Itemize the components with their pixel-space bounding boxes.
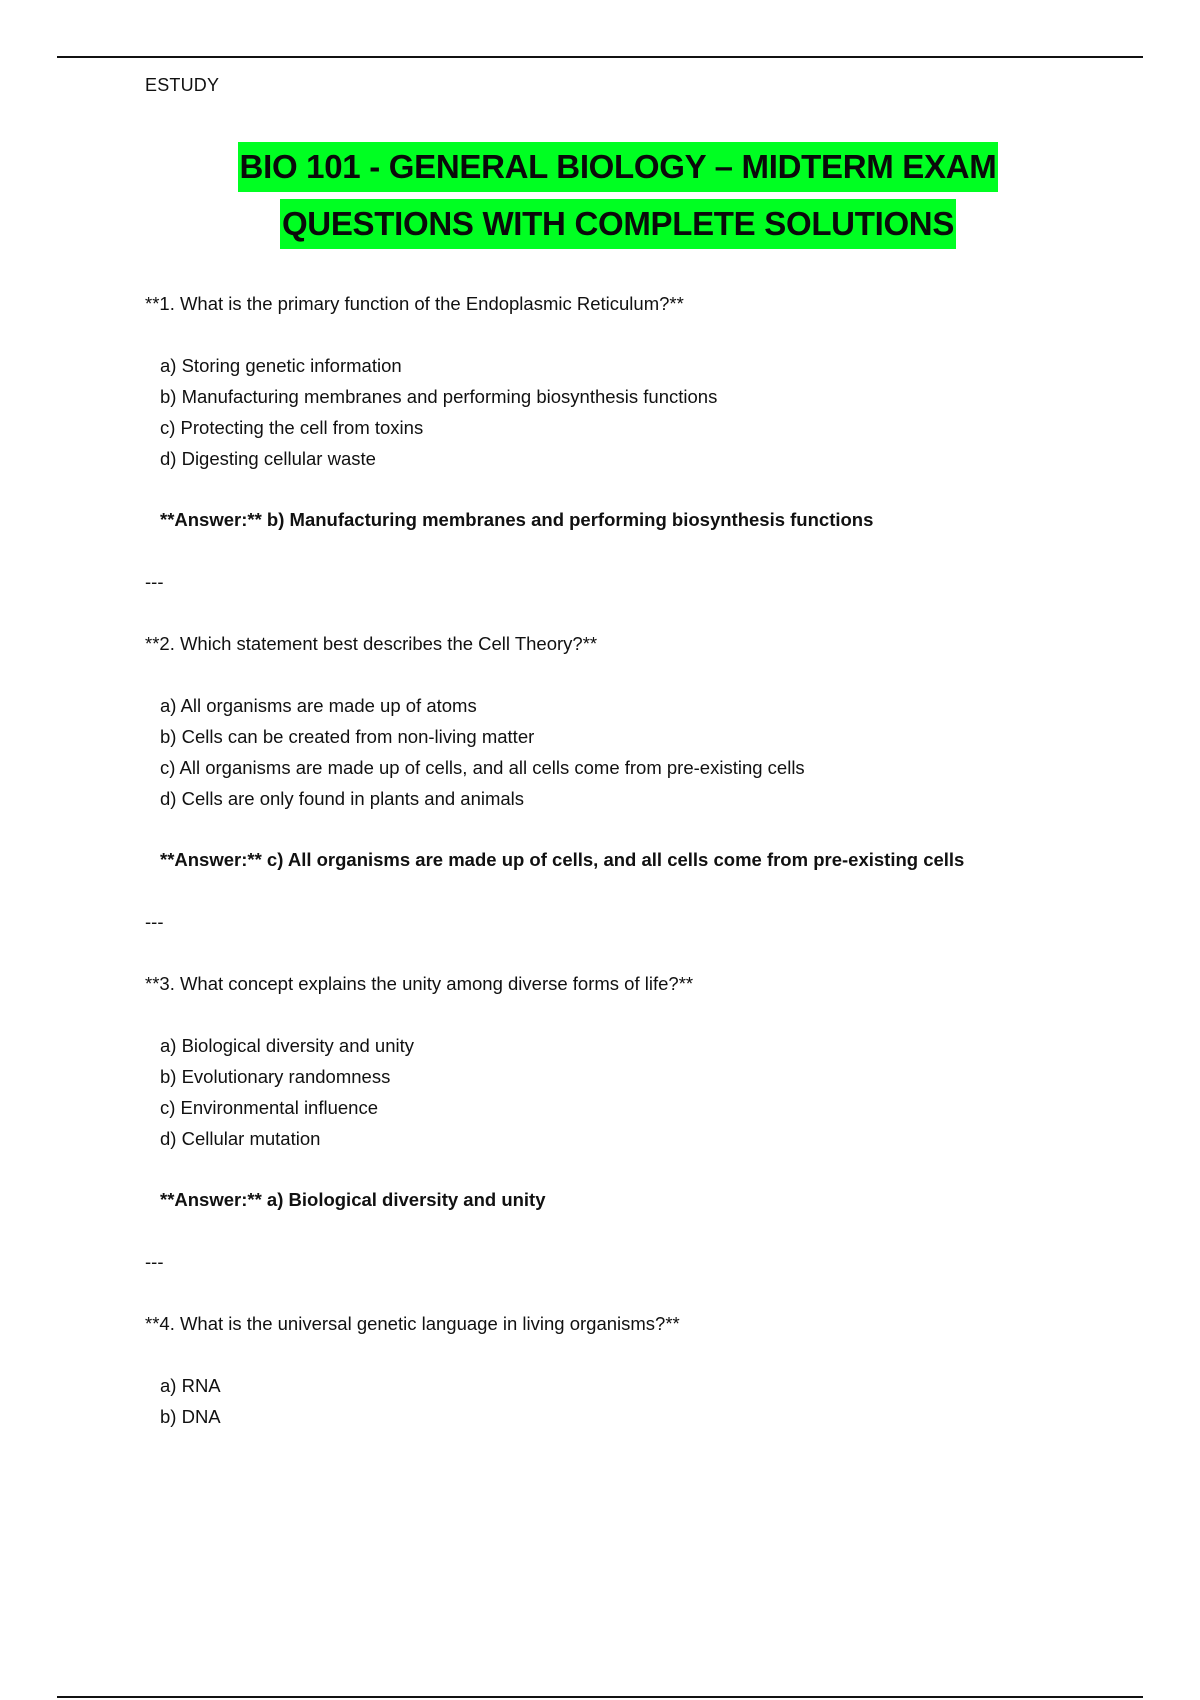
question-3 xyxy=(145,968,1145,1216)
option-d: d) Cellular mutation xyxy=(160,1128,321,1149)
option-c: c) Environmental influence xyxy=(160,1097,378,1118)
option-d: d) Cells are only found in plants and animals xyxy=(160,788,525,809)
question-list xyxy=(145,288,1145,1462)
option-a: a) Biological diversity and unity xyxy=(160,1035,414,1056)
question-text: **4. What is the universal genetic language in living organisms?** xyxy=(145,1313,680,1334)
option-b: b) Evolutionary randomness xyxy=(160,1066,391,1087)
separator: --- xyxy=(145,911,164,932)
separator: --- xyxy=(145,1251,164,1272)
question-2 xyxy=(145,628,1145,876)
option-a: a) Storing genetic information xyxy=(160,355,402,376)
option-d: d) Digesting cellular waste xyxy=(160,448,376,469)
question-text: **2. Which statement best describes the Cell Theory?** xyxy=(145,633,598,654)
question-text: **1. What is the primary function of the Endoplasmic Reticulum?** xyxy=(145,293,684,314)
title-line-2: QUESTIONS WITH COMPLETE SOLUTIONS xyxy=(280,199,956,249)
title-line-1: BIO 101 - GENERAL BIOLOGY – MIDTERM EXAM xyxy=(238,142,999,192)
option-c: c) Protecting the cell from toxins xyxy=(160,417,424,438)
option-list xyxy=(160,350,1145,474)
answer-text: **Answer:** a) Biological diversity and unity xyxy=(160,1189,546,1210)
question-1 xyxy=(145,288,1145,536)
top-rule xyxy=(57,56,1143,58)
bottom-rule xyxy=(57,1696,1143,1698)
option-list xyxy=(160,1030,1145,1154)
question-text: **3. What concept explains the unity among diverse forms of life?** xyxy=(145,973,694,994)
header-label: ESTUDY xyxy=(145,75,220,95)
option-b: b) Cells can be created from non-living matter xyxy=(160,726,535,747)
option-a: a) RNA xyxy=(160,1375,221,1396)
option-b: b) Manufacturing membranes and performing biosynthesis functions xyxy=(160,386,718,407)
option-a: a) All organisms are made up of atoms xyxy=(160,695,477,716)
document-title xyxy=(0,142,1200,256)
answer-text: **Answer:** c) All organisms are made up of cells, and all cells come from pre-existing cells xyxy=(160,849,965,870)
question-4 xyxy=(145,1308,1145,1432)
option-list xyxy=(160,1370,1145,1432)
option-b: b) DNA xyxy=(160,1406,221,1427)
answer-text: **Answer:** b) Manufacturing membranes and performing biosynthesis functions xyxy=(160,509,874,530)
option-list xyxy=(160,690,1145,814)
separator: --- xyxy=(145,571,164,592)
option-c: c) All organisms are made up of cells, and all cells come from pre-existing cells xyxy=(160,757,805,778)
